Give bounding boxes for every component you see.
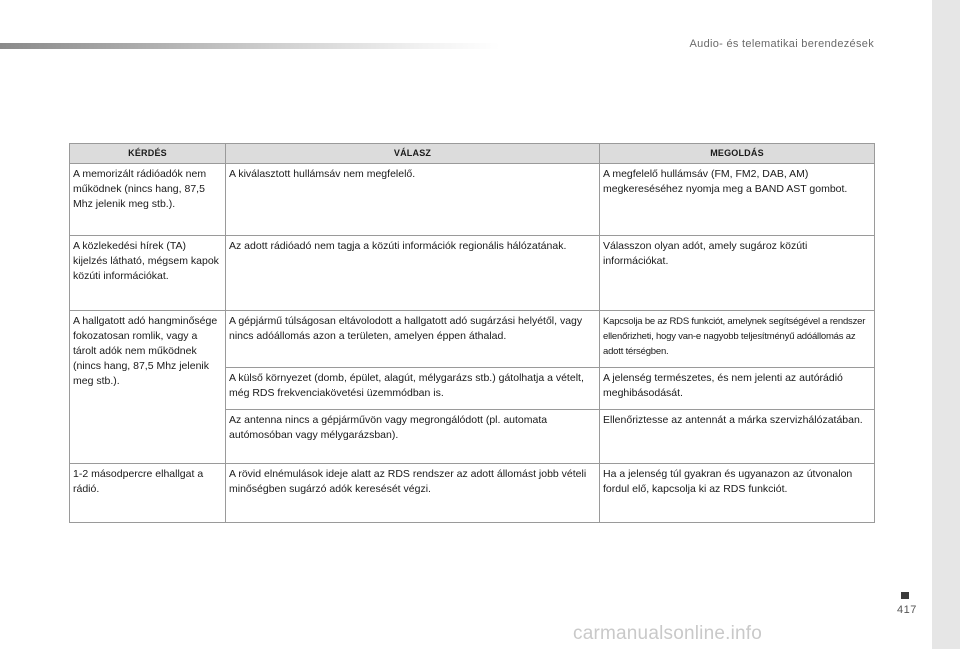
solution-cell: Ha a jelenség túl gyakran és ugyanazon az útvonalon fordul elő, kapcsolja ki az RDS funkciót. [600, 464, 875, 523]
answer-cell: Az adott rádióadó nem tagja a közúti információk regionális hálózatának. [226, 236, 600, 311]
table-row [70, 311, 875, 368]
answer-cell: A külső környezet (domb, épület, alagút, mélygarázs stb.) gátolhatja a vételt, még RDS frekvenciakövetési üzemmódban is. [226, 368, 600, 410]
section-title: Audio- és telematikai berendezések [689, 38, 874, 50]
question-cell: A memorizált rádióadók nem működnek (nincs hang, 87,5 Mhz jelenik meg stb.). [70, 164, 226, 236]
answer-cell: A rövid elnémulások ideje alatt az RDS rendszer az adott állomást jobb vételi minőségben sugárzó adók keresését végzi. [226, 464, 600, 523]
answer-cell: A kiválasztott hullámsáv nem megfelelő. [226, 164, 600, 236]
table-row [70, 236, 875, 311]
solution-cell: A megfelelő hullámsáv (FM, FM2, DAB, AM) megkereséséhez nyomja meg a BAND AST gombot. [600, 164, 875, 236]
question-cell: A közlekedési hírek (TA) kijelzés látható, mégsem kapok közúti információkat. [70, 236, 226, 311]
page-marker-square [901, 592, 909, 599]
answer-cell: A gépjármű túlságosan eltávolodott a hallgatott adó sugárzási helyétől, vagy nincs adóállomás azon a területen, amelyen éppen áthalad. [226, 311, 600, 368]
side-margin-band [932, 0, 960, 649]
solution-cell: A jelenség természetes, és nem jelenti az autórádió meghibásodását. [600, 368, 875, 410]
watermark-text: carmanualsonline.info [573, 623, 763, 644]
troubleshooting-table [69, 143, 875, 523]
header-gradient-bar [0, 43, 500, 49]
solution-cell: Válasszon olyan adót, amely sugároz közúti információkat. [600, 236, 875, 311]
solution-cell: Kapcsolja be az RDS funkciót, amelynek segítségével a rendszer ellenőrizheti, hogy van-e nagyobb teljesítményű adóállomás az adott térségben. [600, 311, 875, 368]
question-cell: 1-2 másodpercre elhallgat a rádió. [70, 464, 226, 523]
answer-cell: Az antenna nincs a gépjárművön vagy megrongálódott (pl. automata autómosóban vagy mélygarázsban). [226, 410, 600, 464]
question-cell: A hallgatott adó hangminősége fokozatosan romlik, vagy a tárolt adók nem működnek (nincs hang, 87,5 Mhz jelenik meg stb.). [70, 311, 226, 464]
solution-cell: Ellenőriztesse az antennát a márka szervizhálózatában. [600, 410, 875, 464]
table-row [70, 164, 875, 236]
table-row [70, 464, 875, 523]
page-number: 417 [897, 604, 917, 616]
column-header-answer: VÁLASZ [226, 144, 600, 164]
table-header-row [70, 144, 875, 164]
column-header-solution: MEGOLDÁS [600, 144, 875, 164]
column-header-question: KÉRDÉS [70, 144, 226, 164]
